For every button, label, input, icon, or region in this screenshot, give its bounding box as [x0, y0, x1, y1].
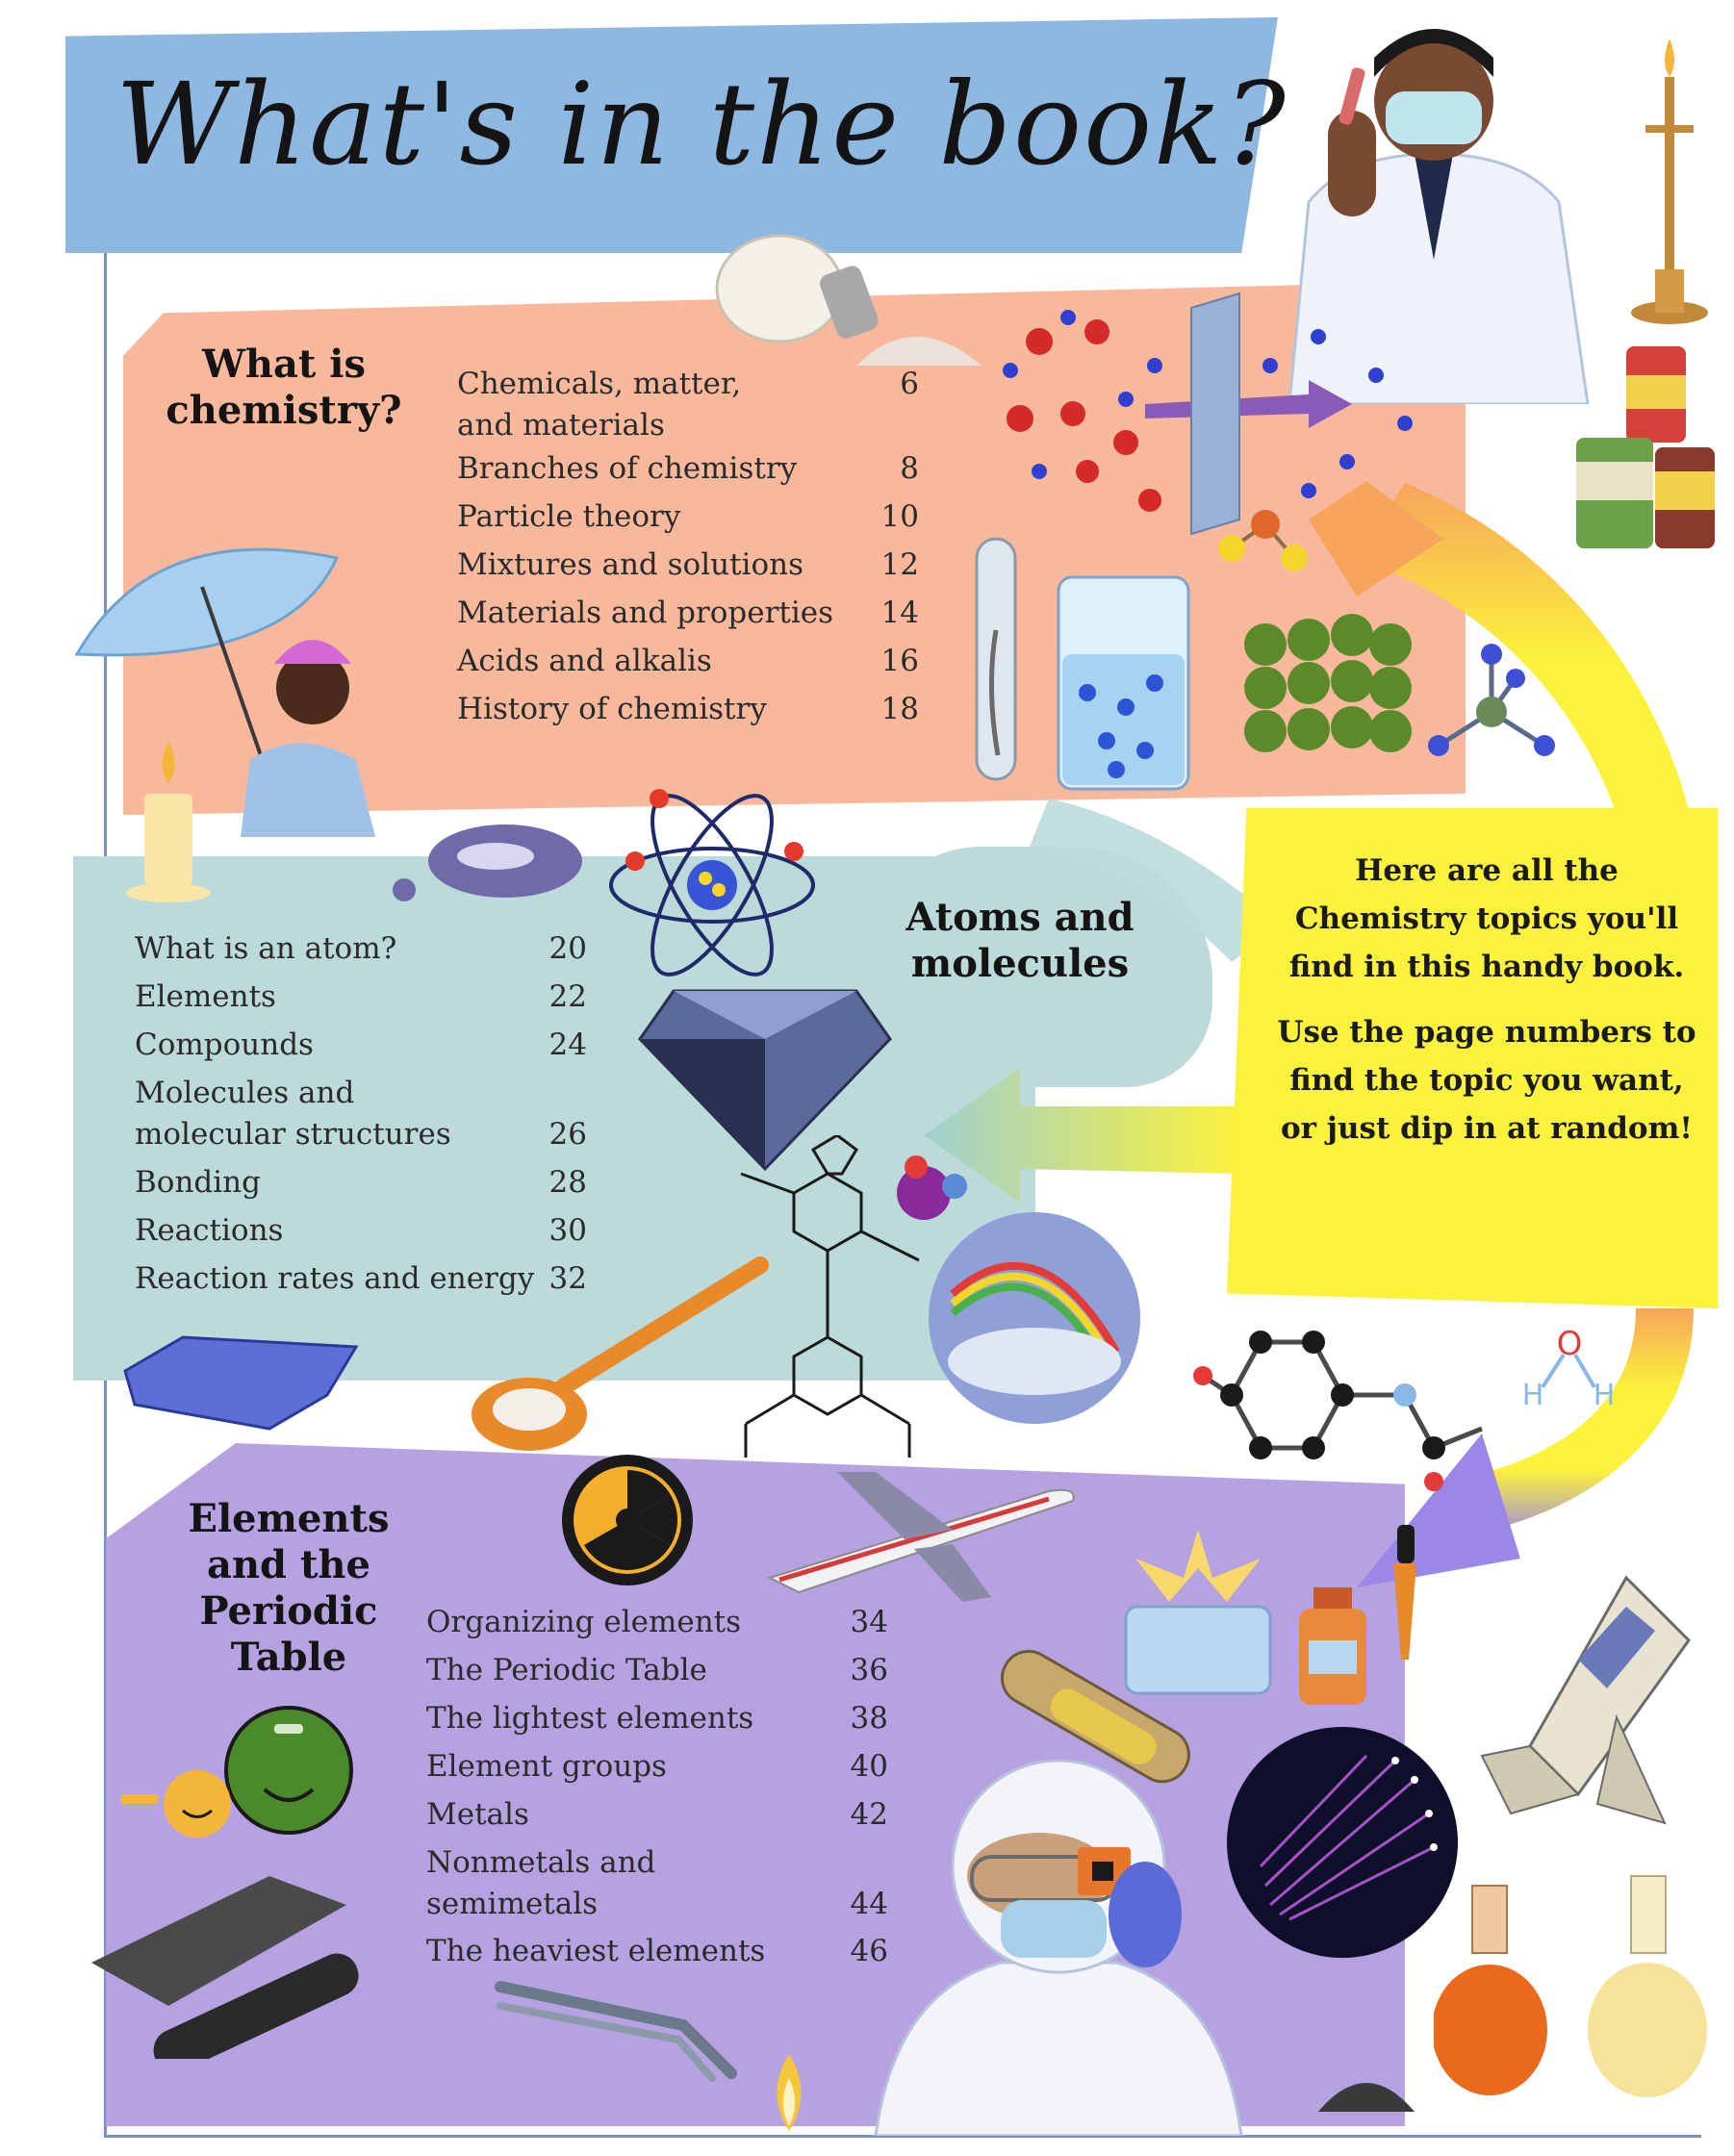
toc-item[interactable] — [135, 1073, 587, 1155]
intro-paragraph-2: Use the page numbers to find the topic you want, or just dip in at random! — [1277, 1015, 1696, 1146]
toc-item-label: The Periodic Table — [426, 1653, 707, 1687]
toc-item[interactable] — [135, 1162, 587, 1204]
toc-item-page: 18 — [880, 692, 919, 726]
toc-item-label: Particle theory — [457, 499, 681, 534]
cleanroom-scientist-illustration — [856, 1741, 1261, 2136]
salt-shaker-icon — [702, 231, 991, 375]
toc-item-page: 20 — [548, 931, 587, 966]
toc-item-label: The lightest elements — [426, 1701, 754, 1736]
toc-item-label: Reaction rates and energy — [135, 1261, 535, 1296]
toc-item-page: 42 — [850, 1797, 888, 1832]
toc-item-page: 46 — [850, 1934, 888, 1968]
toc-item-label: Element groups — [426, 1749, 667, 1784]
molecule-small-icon — [1212, 491, 1318, 587]
toc-item[interactable] — [135, 977, 587, 1018]
toc-item-page: 24 — [548, 1027, 587, 1062]
spoon-icon — [472, 1256, 770, 1458]
toc-item[interactable] — [135, 928, 587, 970]
test-tube-icon — [967, 534, 1025, 794]
water-h-label: H — [1521, 1379, 1544, 1412]
toc-item-page: 12 — [880, 547, 919, 582]
toc-item[interactable] — [426, 1746, 888, 1788]
toc-item[interactable] — [457, 448, 919, 490]
graphene-sheet-icon — [115, 1328, 366, 1433]
airplane-icon — [760, 1462, 1078, 1607]
toc-item-label: Materials and properties — [457, 596, 834, 630]
toc-item-page: 6 — [900, 367, 919, 401]
intro-paragraph-1: Here are all the Chemistry topics you'll find in this handy book. — [1288, 853, 1685, 984]
toc-item[interactable] — [426, 1842, 888, 1925]
medicine-bottle-icon — [1294, 1583, 1371, 1708]
toc-item-page: 14 — [880, 596, 919, 630]
atom-model-icon — [601, 784, 823, 986]
toc-item-label: Elements — [135, 979, 276, 1014]
lab-burner-icon — [1626, 38, 1713, 327]
particle-diffusion-illustration — [982, 279, 1434, 568]
beaker-icon — [1049, 568, 1198, 799]
toc-item-page: 44 — [850, 1887, 888, 1921]
flame-icon — [760, 2049, 818, 2136]
water-o-label: O — [1556, 1328, 1583, 1363]
rainbow-sphere-icon — [924, 1207, 1145, 1429]
cans-illustration — [1568, 337, 1722, 558]
toc-item-label: Branches of chemistry — [457, 451, 798, 486]
section-title-line: Elements — [188, 1496, 390, 1541]
candle-icon — [125, 741, 212, 904]
flasks-icon — [1434, 1866, 1722, 2107]
toc-item-label: Chemicals, matter, and materials — [457, 367, 742, 443]
toc-item-label: Nonmetals and semimetals — [426, 1845, 656, 1921]
radiation-hazard-icon — [560, 1453, 695, 1587]
toc-item-page: 8 — [900, 451, 919, 486]
toc-item-page: 30 — [548, 1213, 587, 1248]
page-title: What's in the book? — [115, 58, 1288, 190]
toc-item-page: 36 — [850, 1653, 888, 1687]
dropper-icon — [1376, 1520, 1434, 1664]
toc-item-label: Acids and alkalis — [457, 644, 712, 678]
toc-item-page: 32 — [548, 1261, 587, 1296]
toc-item-label: The heaviest elements — [426, 1934, 766, 1968]
toc-item[interactable] — [426, 1698, 888, 1739]
section-title-line: chemistry? — [166, 388, 402, 433]
toc-item-label: Molecules and molecular structures — [135, 1076, 451, 1152]
toc-item-page: 26 — [548, 1117, 587, 1152]
toc-item-label: Mixtures and solutions — [457, 547, 803, 582]
space-shuttle-icon — [1472, 1573, 1694, 1842]
toc-item[interactable] — [457, 689, 919, 730]
toc-what-is-chemistry — [457, 364, 919, 748]
mercury-drop-icon — [385, 818, 587, 914]
toc-item-label: History of chemistry — [457, 692, 767, 726]
section-title-line: Periodic — [199, 1588, 378, 1634]
lattice-spheres-icon — [1237, 606, 1419, 770]
toc-item[interactable] — [457, 364, 919, 446]
section-title-line: What is — [201, 342, 367, 387]
section-title-atoms-molecules — [895, 895, 1145, 987]
section-title-line: molecules — [910, 941, 1130, 986]
toc-item[interactable] — [457, 593, 919, 634]
toc-item-page: 10 — [880, 499, 919, 534]
section-title-line: and the — [207, 1542, 370, 1587]
ball-stick-molecule-icon — [1193, 1313, 1501, 1496]
section-title-line: Table — [230, 1635, 347, 1680]
toc-item[interactable] — [426, 1794, 888, 1836]
toc-item-page: 28 — [548, 1165, 587, 1200]
section-title-elements — [164, 1496, 414, 1681]
element-characters-icon — [111, 1703, 361, 1847]
toc-item-label: Bonding — [135, 1165, 261, 1200]
section-title-line: Atoms and — [905, 895, 1135, 940]
toc-item-page: 16 — [880, 644, 919, 678]
toc-item-page: 22 — [548, 979, 587, 1014]
toc-item[interactable] — [135, 1025, 587, 1066]
toc-item[interactable] — [426, 1602, 888, 1643]
toc-item[interactable] — [135, 1210, 587, 1252]
toc-item-label: Compounds — [135, 1027, 314, 1062]
toc-item[interactable] — [457, 641, 919, 682]
toc-item-label: Metals — [426, 1797, 529, 1832]
tetrahedral-molecule-icon — [1424, 640, 1559, 784]
intro-text — [1275, 847, 1698, 1170]
toc-item[interactable] — [457, 545, 919, 586]
section-title-what-is-chemistry — [164, 342, 404, 434]
toc-item[interactable] — [426, 1931, 888, 1972]
toc-elements — [426, 1602, 888, 2006]
toc-item-label: Organizing elements — [426, 1605, 742, 1639]
toc-item-label: What is an atom? — [135, 931, 397, 966]
metal-foil-roll-icon — [87, 1866, 375, 2059]
toc-item-page: 40 — [850, 1749, 888, 1784]
powder-pile-icon — [1313, 2054, 1419, 2121]
toc-item[interactable] — [426, 1650, 888, 1691]
toc-item-label: Reactions — [135, 1213, 284, 1248]
toc-item-page: 38 — [850, 1701, 888, 1736]
water-h-label: H — [1593, 1379, 1616, 1412]
tongs-icon — [491, 1967, 741, 2083]
toc-item[interactable] — [457, 496, 919, 538]
toc-item-page: 34 — [850, 1605, 888, 1639]
water-molecule-diagram — [1516, 1328, 1621, 1414]
girl-umbrella-illustration — [67, 520, 423, 837]
